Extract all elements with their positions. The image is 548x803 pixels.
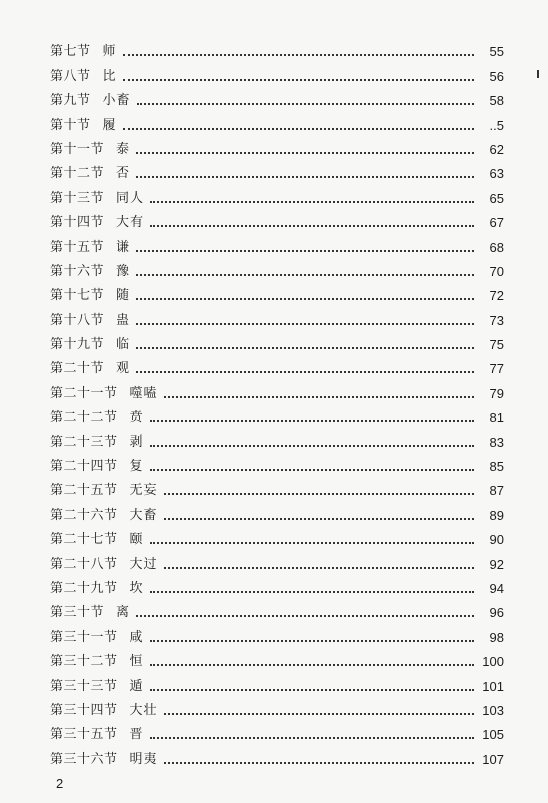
toc-section-title: 蛊 [116,312,131,328]
toc-section-title: 否 [116,166,131,182]
toc-section-title: 明夷 [129,751,158,767]
toc-section-number: 第三十二节 [50,654,118,670]
toc-section-title: 剥 [129,434,144,450]
toc-section-number: 第十三节 [50,190,105,206]
toc-section-title: 咸 [129,629,144,645]
toc-entry[interactable] [50,182,504,206]
dot-leader [150,541,474,544]
dot-leader [150,224,474,227]
toc-entry[interactable] [50,329,504,353]
toc-section-number: 第二十九节 [50,580,118,596]
toc-page-number: 75 [489,337,504,353]
dot-leader [137,102,474,105]
toc-section-number: 第十七节 [50,288,105,304]
toc-page-number: 90 [489,532,504,548]
toc-section-title: 大有 [116,215,145,231]
toc-page-number: ..5 [489,117,504,133]
dot-leader [123,78,474,81]
dot-leader [150,663,474,666]
toc-section-title: 大过 [129,556,158,572]
page-number: 2 [56,776,64,791]
toc-page-number: 68 [489,239,504,255]
toc-entry[interactable] [50,377,504,401]
dot-leader [150,200,474,203]
toc-page-number: 81 [489,410,504,426]
dot-leader [150,736,474,739]
toc-section-title: 临 [116,337,131,353]
toc-page-number: 85 [489,459,504,475]
toc-section-number: 第二十一节 [50,385,118,401]
dot-leader [150,639,474,642]
toc-entry[interactable] [50,743,504,767]
dot-leader [136,322,474,325]
toc-section-title: 晋 [129,727,144,743]
toc-page-number: 89 [489,507,504,523]
toc-entry[interactable] [50,353,504,377]
toc-section-number: 第二十二节 [50,410,118,426]
toc-section-number: 第三十一节 [50,629,118,645]
toc-page-number: 96 [489,605,504,621]
toc-section-number: 第十八节 [50,312,105,328]
toc-section-number: 第二十节 [50,361,105,377]
dot-leader [150,419,474,422]
toc-section-title: 恒 [129,654,144,670]
dot-leader [136,346,474,349]
dot-leader [150,468,474,471]
toc-section-number: 第三十三节 [50,678,118,694]
dot-leader [136,273,474,276]
toc-section-number: 第十五节 [50,239,105,255]
toc-page-number: 107 [482,751,504,767]
toc-section-number: 第七节 [50,44,91,60]
toc-entry[interactable] [50,621,504,645]
table-of-contents [50,36,504,768]
toc-page-number: 92 [489,556,504,572]
dot-leader [123,127,474,130]
toc-section-title: 泰 [116,141,131,157]
dot-leader [150,444,474,447]
toc-section-number: 第十九节 [50,337,105,353]
toc-section-number: 第三十六节 [50,751,118,767]
toc-page-number: 98 [489,629,504,645]
toc-section-title: 大畜 [129,507,158,523]
toc-section-title: 贲 [129,410,144,426]
toc-page-number: 72 [489,288,504,304]
toc-page-number: 87 [489,483,504,499]
toc-entry[interactable] [50,207,504,231]
toc-entry[interactable] [50,451,504,475]
toc-section-title: 师 [102,44,117,60]
toc-entry[interactable] [50,719,504,743]
toc-section-number: 第二十七节 [50,532,118,548]
toc-entry[interactable] [50,256,504,280]
toc-page-number: 55 [489,44,504,60]
toc-section-number: 第三十四节 [50,702,118,718]
toc-page-number: 70 [489,263,504,279]
dot-leader [136,614,474,617]
toc-section-number: 第十节 [50,117,91,133]
dot-leader [164,712,474,715]
toc-section-title: 噬嗑 [129,385,158,401]
toc-section-title: 坎 [129,580,144,596]
toc-page-number: 56 [489,68,504,84]
toc-section-number: 第二十八节 [50,556,118,572]
dot-leader [136,175,474,178]
toc-page-number: 58 [489,93,504,109]
dot-leader [136,151,474,154]
dot-leader [136,297,474,300]
toc-page-number: 103 [482,702,504,718]
toc-section-number: 第十四节 [50,215,105,231]
toc-page-number: 73 [489,312,504,328]
toc-section-number: 第二十五节 [50,483,118,499]
toc-page-number: 101 [482,678,504,694]
toc-entry[interactable] [50,426,504,450]
dot-leader [123,53,474,56]
dot-leader [164,761,474,764]
toc-entry[interactable] [50,475,504,499]
toc-entry[interactable] [50,499,504,523]
toc-entry[interactable] [50,646,504,670]
toc-entry[interactable] [50,36,504,60]
toc-section-title: 遁 [129,678,144,694]
toc-section-number: 第十六节 [50,263,105,279]
toc-entry[interactable] [50,85,504,109]
dot-leader [164,492,474,495]
toc-section-title: 同人 [116,190,145,206]
toc-page-number: 79 [489,385,504,401]
toc-entry[interactable] [50,304,504,328]
toc-section-title: 观 [116,361,131,377]
toc-section-number: 第二十三节 [50,434,118,450]
toc-page-number: 67 [489,215,504,231]
dot-leader [150,688,474,691]
toc-section-title: 谦 [116,239,131,255]
toc-entry[interactable] [50,573,504,597]
toc-section-title: 离 [116,605,131,621]
toc-page-number: 77 [489,361,504,377]
toc-page-number: 94 [489,580,504,596]
toc-entry[interactable] [50,402,504,426]
toc-entry[interactable] [50,670,504,694]
toc-page-number: 65 [489,190,504,206]
toc-page-number: 105 [482,727,504,743]
toc-section-number: 第八节 [50,68,91,84]
toc-section-title: 小畜 [102,93,131,109]
toc-section-title: 豫 [116,263,131,279]
toc-section-title: 比 [102,68,117,84]
dot-leader [164,566,474,569]
toc-section-number: 第九节 [50,93,91,109]
toc-section-title: 无妄 [129,483,158,499]
toc-section-number: 第三十五节 [50,727,118,743]
toc-section-title: 复 [129,459,144,475]
toc-page-number: 100 [482,654,504,670]
dot-leader [164,517,474,520]
dot-leader [136,370,474,373]
scan-mark [537,70,539,78]
toc-entry[interactable] [50,134,504,158]
toc-section-title: 颐 [129,532,144,548]
toc-section-number: 第十二节 [50,166,105,182]
dot-leader [164,395,474,398]
toc-entry[interactable] [50,597,504,621]
dot-leader [136,249,474,252]
toc-entry[interactable] [50,231,504,255]
toc-section-title: 随 [116,288,131,304]
toc-section-number: 第十一节 [50,141,105,157]
toc-entry[interactable] [50,109,504,133]
toc-section-title: 大壮 [129,702,158,718]
toc-section-number: 第三十节 [50,605,105,621]
toc-entry[interactable] [50,548,504,572]
toc-entry[interactable] [50,280,504,304]
toc-entry[interactable] [50,60,504,84]
toc-section-title: 履 [102,117,117,133]
toc-page-number: 63 [489,166,504,182]
toc-section-number: 第二十六节 [50,507,118,523]
toc-entry[interactable] [50,524,504,548]
toc-section-number: 第二十四节 [50,459,118,475]
toc-page-number: 62 [489,141,504,157]
dot-leader [150,590,474,593]
toc-page-number: 83 [489,434,504,450]
toc-entry[interactable] [50,695,504,719]
toc-entry[interactable] [50,158,504,182]
